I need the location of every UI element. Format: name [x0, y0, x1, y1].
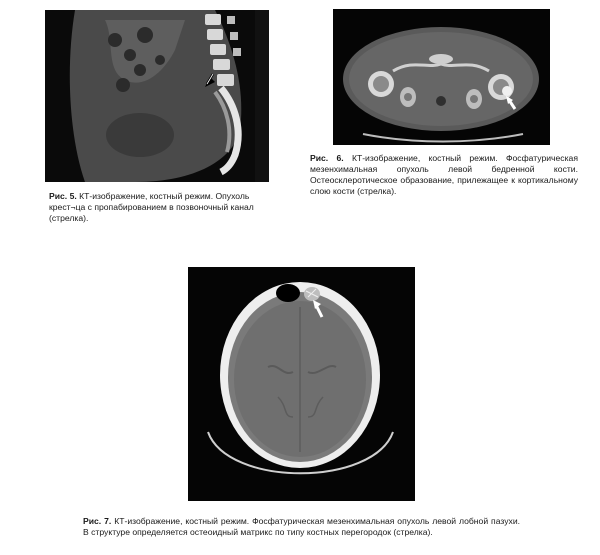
figure-5-label: Рис. 5. — [49, 191, 77, 201]
figure-7-caption-text: КТ-изображение, костный режим. Фосфатурическая мезенхимальная опухоль левой лобной пазухи. В структуре определяется остеоидный матрикс по типу костных перегородок (стрелка). — [83, 516, 521, 537]
figure-5-ct-image — [45, 10, 269, 182]
figure-5-caption-text: КТ-изображение, костный режим. Опухоль крест¬ца с пропабированием в позвоночный канал (стрелка). — [49, 191, 254, 223]
figure-6-ct-image — [333, 9, 550, 145]
figure-6-label: Рис. 6. — [310, 153, 344, 163]
figure-7-caption — [83, 516, 520, 538]
figure-6-caption — [310, 153, 578, 197]
figure-7-ct-image — [188, 267, 415, 501]
figure-5-caption — [49, 191, 281, 224]
figure-7-label: Рис. 7. — [83, 516, 112, 526]
figure-6-caption-text: КТ-изображение, костный режим. Фосфатурическая мезенхимальная опухоль левой бедренной кости. Остеосклеротическое образование, прилежащее к кортикальному слою кости (стрелка). — [310, 153, 578, 196]
